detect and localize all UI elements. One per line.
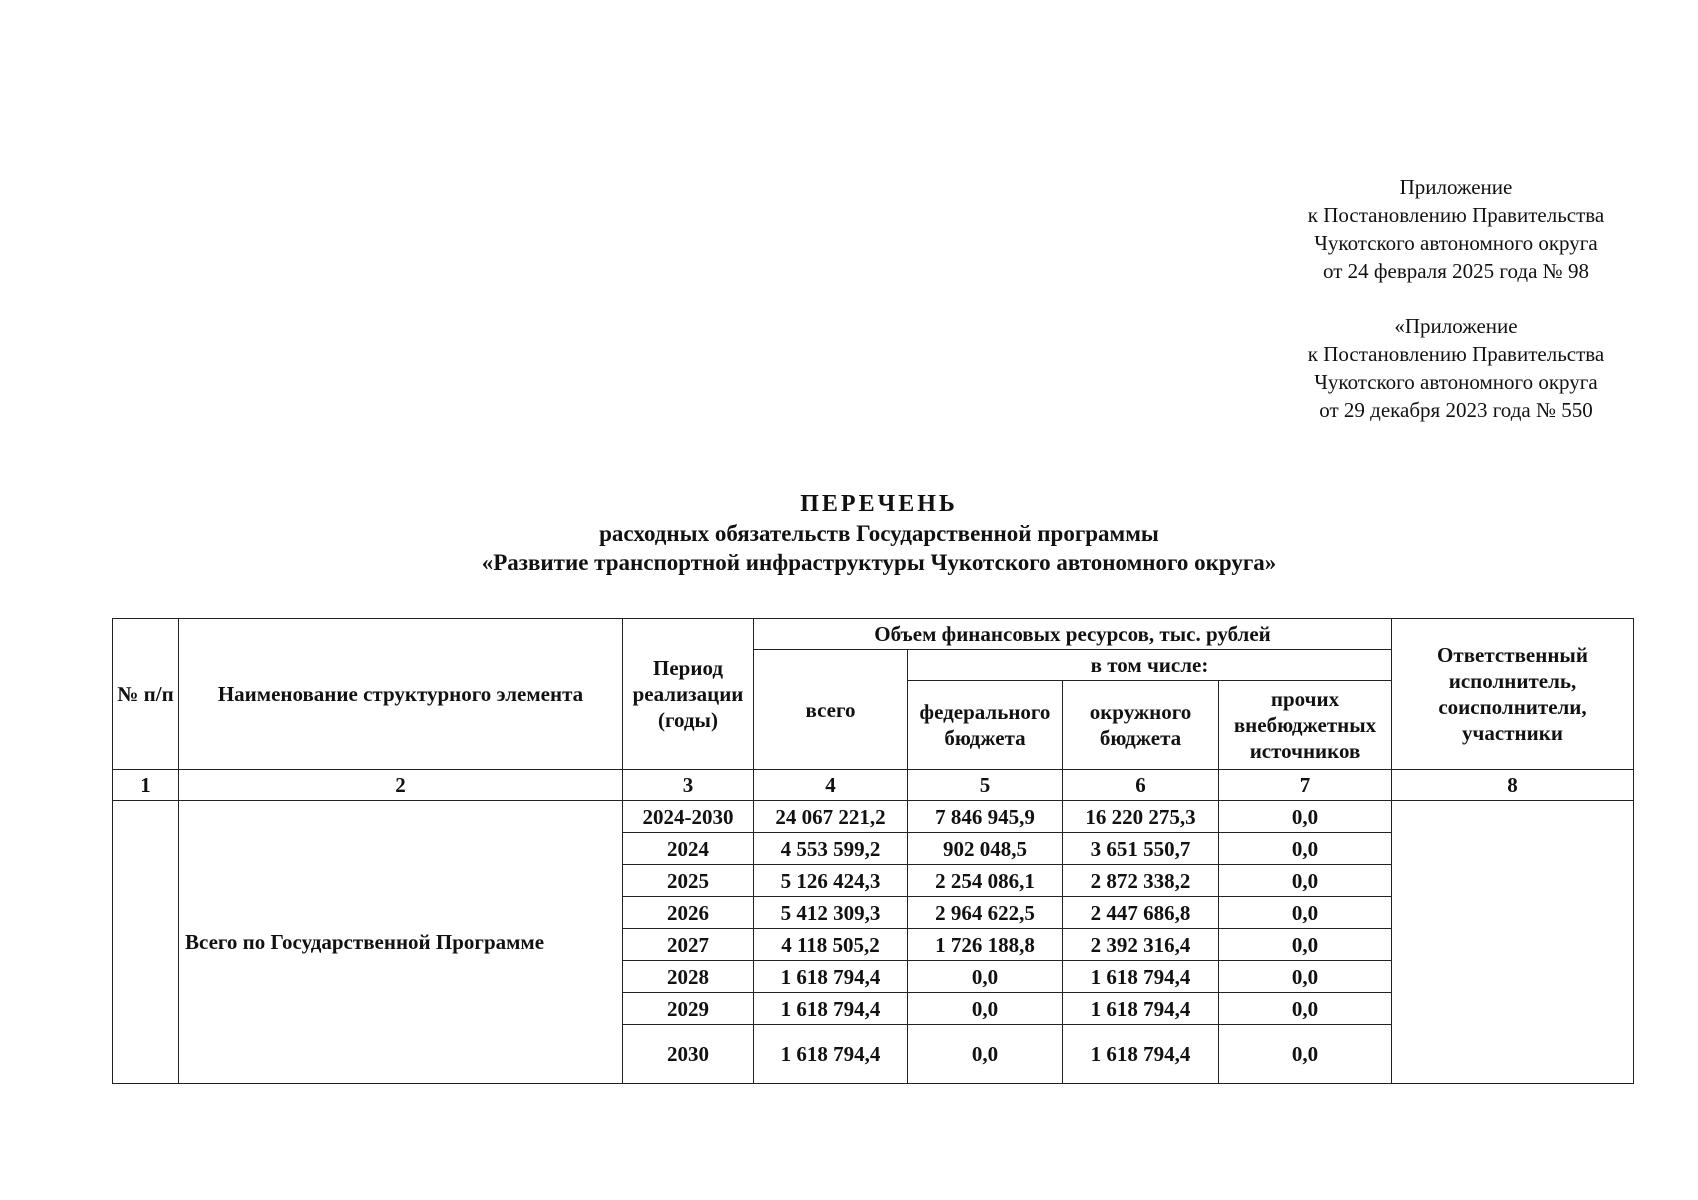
header-total: всего (754, 650, 908, 770)
column-index: 1 (113, 770, 179, 801)
appendix-line: к Постановлению Правительства (1307, 203, 1605, 227)
column-index: 8 (1392, 770, 1634, 801)
district-cell: 16 220 275,3 (1063, 801, 1219, 833)
column-index: 3 (623, 770, 754, 801)
federal-cell: 0,0 (908, 1025, 1063, 1084)
document-title (0, 490, 1698, 577)
title-program-name: «Развитие транспортной инфраструктуры Чукотского автономного округа» (481, 550, 1277, 575)
column-index: 2 (179, 770, 623, 801)
appendix-line: к Постановлению Правительства (1307, 342, 1605, 366)
appendix-line: Чукотского автономного округа (1314, 370, 1598, 394)
total-cell: 4 553 599,2 (754, 833, 908, 865)
header-period: Период реализации (годы) (623, 619, 754, 770)
row-number-cell (113, 801, 179, 1084)
structural-element-name: Всего по Государственной Программе (179, 801, 623, 1084)
district-cell: 2 392 316,4 (1063, 929, 1219, 961)
header-district: окружного бюджета (1063, 681, 1219, 770)
total-cell: 24 067 221,2 (754, 801, 908, 833)
district-cell: 2 447 686,8 (1063, 897, 1219, 929)
district-cell: 1 618 794,4 (1063, 961, 1219, 993)
federal-cell: 1 726 188,8 (908, 929, 1063, 961)
appendix-note-original (1236, 312, 1676, 424)
period-cell: 2024 (623, 833, 754, 865)
column-index: 6 (1063, 770, 1219, 801)
appendix-note-current (1236, 173, 1676, 285)
total-cell: 5 412 309,3 (754, 897, 908, 929)
title-main: ПЕРЕЧЕНЬ (800, 491, 958, 517)
district-cell: 1 618 794,4 (1063, 1025, 1219, 1084)
federal-cell: 2 254 086,1 (908, 865, 1063, 897)
other-cell: 0,0 (1219, 801, 1392, 833)
expenditure-table (112, 618, 1634, 1084)
header-name: Наименование структурного элемента (179, 619, 623, 770)
column-index: 5 (908, 770, 1063, 801)
federal-cell: 0,0 (908, 961, 1063, 993)
district-cell: 2 872 338,2 (1063, 865, 1219, 897)
district-cell: 1 618 794,4 (1063, 993, 1219, 1025)
other-cell: 0,0 (1219, 929, 1392, 961)
header-num: № п/п (113, 619, 179, 770)
total-cell: 1 618 794,4 (754, 961, 908, 993)
period-cell: 2029 (623, 993, 754, 1025)
total-cell: 1 618 794,4 (754, 1025, 908, 1084)
header-finance: Объем финансовых ресурсов, тыс. рублей (754, 619, 1392, 650)
period-cell: 2030 (623, 1025, 754, 1084)
period-cell: 2027 (623, 929, 754, 961)
other-cell: 0,0 (1219, 865, 1392, 897)
appendix-line: от 29 декабря 2023 года № 550 (1319, 398, 1593, 422)
header-other: прочих внебюджетных источников (1219, 681, 1392, 770)
federal-cell: 902 048,5 (908, 833, 1063, 865)
period-cell: 2026 (623, 897, 754, 929)
federal-cell: 0,0 (908, 993, 1063, 1025)
title-subtitle: расходных обязательств Государственной программы (599, 521, 1159, 546)
federal-cell: 2 964 622,5 (908, 897, 1063, 929)
other-cell: 0,0 (1219, 833, 1392, 865)
total-cell: 5 126 424,3 (754, 865, 908, 897)
responsible-cell (1392, 801, 1634, 1084)
period-cell: 2024-2030 (623, 801, 754, 833)
total-cell: 4 118 505,2 (754, 929, 908, 961)
column-index: 4 (754, 770, 908, 801)
other-cell: 0,0 (1219, 1025, 1392, 1084)
column-index-row (113, 770, 1634, 801)
appendix-line: Приложение (1399, 175, 1513, 199)
district-cell: 3 651 550,7 (1063, 833, 1219, 865)
header-responsible: Ответственный исполнитель, соисполнители, участники (1392, 619, 1634, 770)
header-including: в том числе: (908, 650, 1392, 681)
header-federal: федерального бюджета (908, 681, 1063, 770)
federal-cell: 7 846 945,9 (908, 801, 1063, 833)
period-cell: 2025 (623, 865, 754, 897)
appendix-line: Чукотского автономного округа (1314, 231, 1598, 255)
period-cell: 2028 (623, 961, 754, 993)
other-cell: 0,0 (1219, 993, 1392, 1025)
other-cell: 0,0 (1219, 961, 1392, 993)
appendix-line: «Приложение (1394, 314, 1518, 338)
total-cell: 1 618 794,4 (754, 993, 908, 1025)
appendix-line: от 24 февраля 2025 года № 98 (1323, 259, 1589, 283)
table-row (113, 801, 1634, 833)
column-index: 7 (1219, 770, 1392, 801)
other-cell: 0,0 (1219, 897, 1392, 929)
